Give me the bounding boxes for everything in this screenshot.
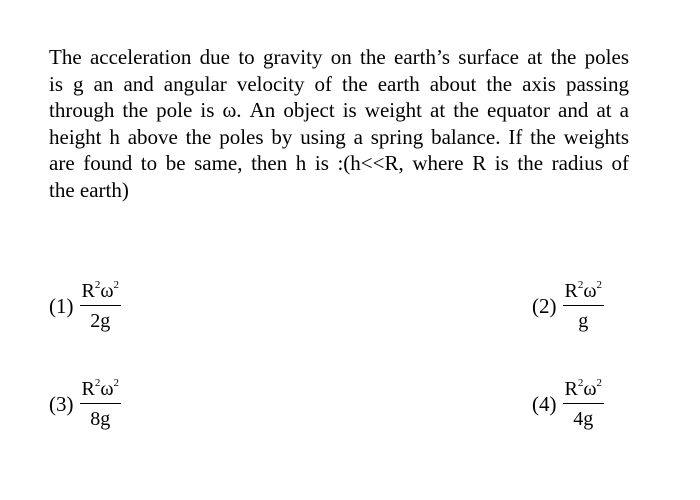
fraction-denominator: g [578, 310, 589, 332]
question-line: the earth) [49, 177, 129, 202]
question-line: The acceleration due to gravity on the earth’s surface at the poles [49, 45, 629, 69]
fraction [563, 378, 605, 431]
fraction-denominator: 8g [90, 408, 111, 430]
exponent-omega: 2 [596, 377, 603, 389]
exponent-r: 2 [577, 377, 584, 389]
numerator-omega: ω [100, 280, 114, 302]
option-label: (4) [532, 392, 557, 416]
option-3[interactable] [49, 378, 121, 431]
option-label: (3) [49, 392, 74, 416]
fraction-numerator [563, 280, 605, 306]
fraction-numerator [80, 378, 122, 404]
fraction-numerator [563, 378, 605, 404]
exponent-r: 2 [94, 279, 101, 291]
exponent-omega: 2 [113, 279, 120, 291]
exponent-omega: 2 [113, 377, 120, 389]
numerator-r: R [564, 378, 578, 400]
fraction-denominator: 4g [573, 408, 594, 430]
numerator-omega: ω [583, 280, 597, 302]
fraction [80, 280, 122, 333]
question-line: are found to be same, then h is :(h<<R, where R is the radius of [49, 151, 629, 175]
numerator-omega: ω [583, 378, 597, 400]
numerator-omega: ω [100, 378, 114, 400]
exponent-r: 2 [577, 279, 584, 291]
fraction-numerator [80, 280, 122, 306]
fraction [80, 378, 122, 431]
option-4[interactable] [532, 378, 604, 431]
numerator-r: R [564, 280, 578, 302]
exponent-omega: 2 [596, 279, 603, 291]
fraction-denominator: 2g [90, 310, 111, 332]
option-2[interactable] [532, 280, 604, 333]
option-label: (1) [49, 294, 74, 318]
question-text [49, 44, 629, 203]
question-line: through the pole is ω. An object is weight at the equator and at a [49, 98, 629, 122]
question-line: is g an and angular velocity of the earth about the axis passing [49, 71, 629, 96]
fraction [563, 280, 605, 333]
numerator-r: R [81, 280, 95, 302]
option-label: (2) [532, 294, 557, 318]
numerator-r: R [81, 378, 95, 400]
exponent-r: 2 [94, 377, 101, 389]
option-1[interactable] [49, 280, 121, 333]
question-line: height h above the poles by using a spring balance. If the weights [49, 124, 629, 149]
